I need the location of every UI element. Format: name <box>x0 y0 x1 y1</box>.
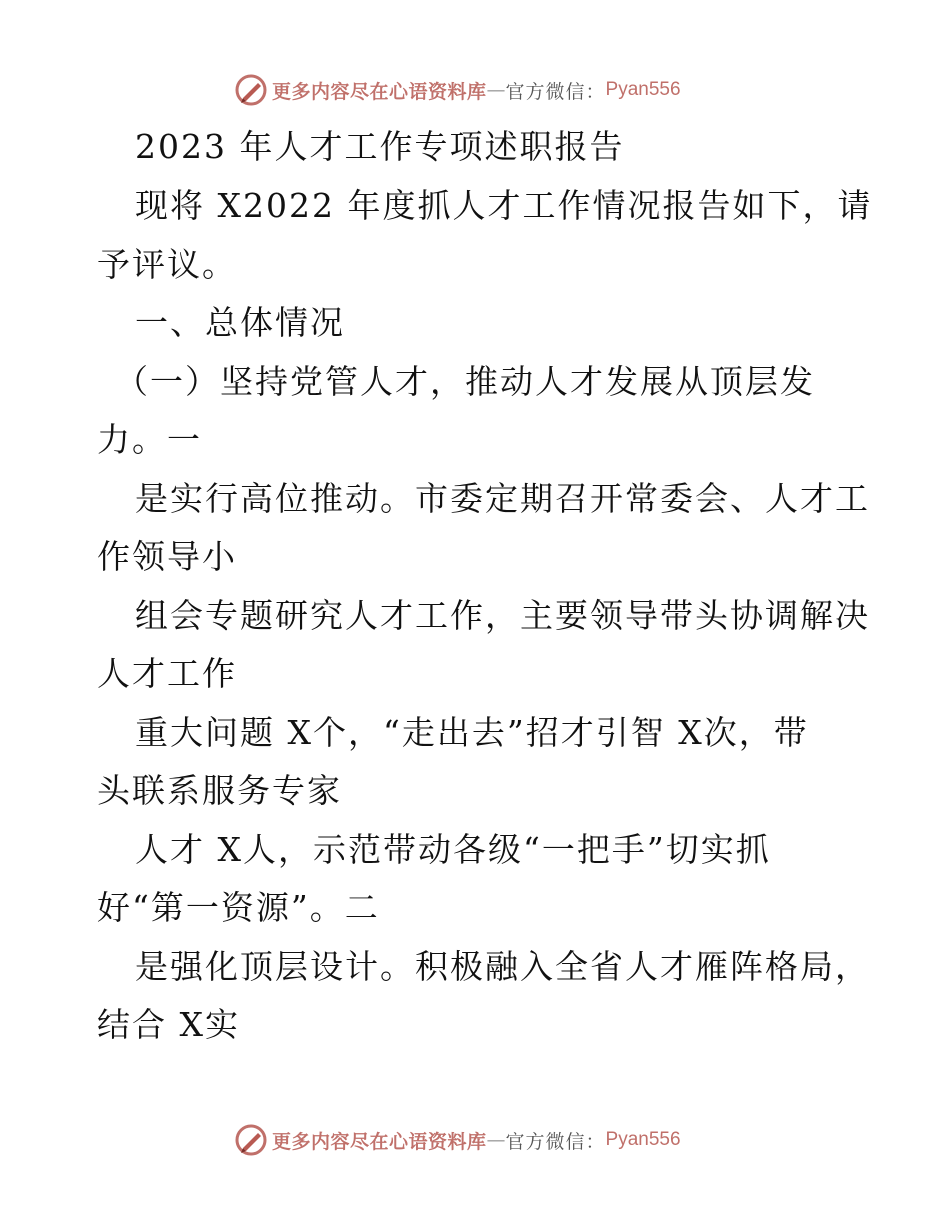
wechat-label: 官方微信： <box>505 1130 606 1153</box>
doc-line: 力。一 <box>97 420 202 459</box>
site-name: 更多内容尽在心语资料库 <box>272 80 487 103</box>
pen-logo-icon <box>234 1123 268 1157</box>
doc-line: 予评议。 <box>97 245 237 284</box>
section-heading: 一、总体情况 <box>135 303 345 342</box>
doc-line: 头联系服务专家 <box>97 771 342 810</box>
doc-line: 人才工作 <box>97 654 237 693</box>
footer-watermark <box>234 1122 681 1158</box>
doc-line: 现将 X2022 年度抓人才工作情况报告如下，请 <box>135 186 873 225</box>
doc-line: 作领导小 <box>97 537 237 576</box>
site-name: 更多内容尽在心语资料库 <box>272 1130 487 1153</box>
doc-title: 2023 年人才工作专项述职报告 <box>135 127 625 166</box>
doc-line: 是强化顶层设计。积极融入全省人才雁阵格局， <box>135 947 870 986</box>
banner-dash: — <box>486 79 506 101</box>
wechat-id: Pyan556 <box>605 79 681 100</box>
doc-line: 组会专题研究人才工作，主要领导带头协调解决 <box>135 596 870 635</box>
wechat-id: Pyan556 <box>605 1129 681 1150</box>
subsection-heading: （一）坚持党管人才，推动人才发展从顶层发 <box>115 362 815 401</box>
doc-line: 好“第一资源”。二 <box>97 888 380 927</box>
doc-line: 人才 X人，示范带动各级“一把手”切实抓 <box>135 830 771 869</box>
header-watermark <box>234 72 681 108</box>
doc-line: 是实行高位推动。市委定期召开常委会、人才工 <box>135 479 870 518</box>
wechat-label: 官方微信： <box>505 80 606 103</box>
doc-line: 结合 X实 <box>97 1005 240 1044</box>
doc-line: 重大问题 X个，“走出去”招才引智 X次，带 <box>135 713 809 752</box>
banner-dash: — <box>486 1129 506 1151</box>
pen-logo-icon <box>234 73 268 107</box>
